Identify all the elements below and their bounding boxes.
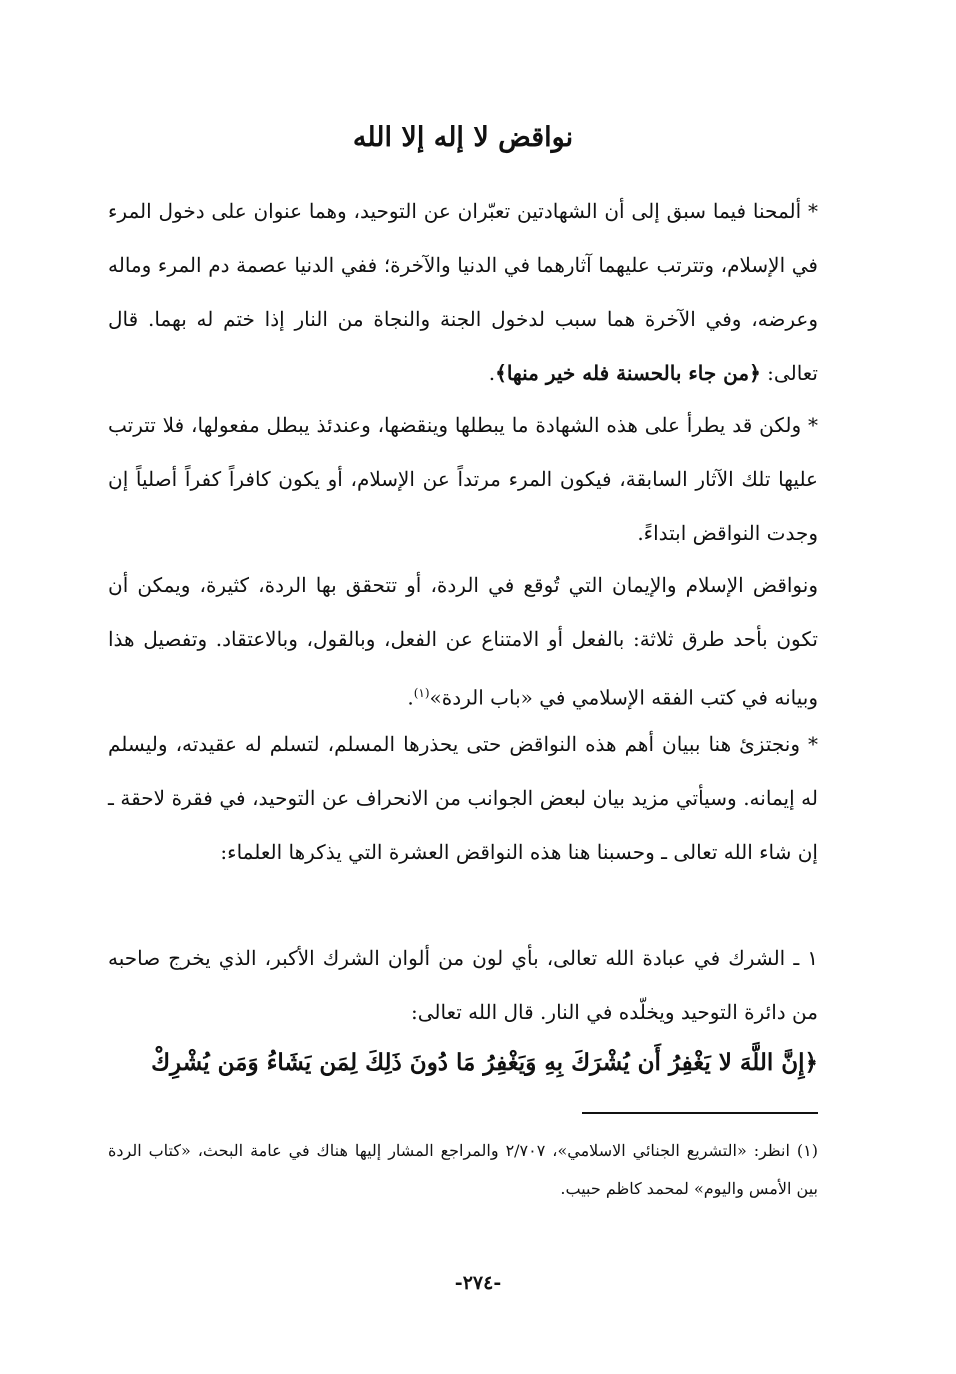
paragraph-end: .: [407, 685, 414, 710]
footnote-reference[interactable]: (١): [413, 686, 430, 700]
footnote: (١) انظر: «التشريع الجنائي الاسلامي»، ٢/٧٠٧ والمراجع المشار إليها هناك في عامة البحث، «كتاب الردة بين الأمس واليوم» لمحمد كاظم حبيب.: [108, 1141, 819, 1198]
paragraph-text: * ونجتزئ هنا ببيان أهم هذه النواقض حتى يحذرها المسلم، لتسلم له عقيدته، وليسلم له إيمانه. وسيأتي مزيد بيان لبعض الجوانب من الانحراف عن التوحيد، في فقرة لاحقة ـ إن شاء الله تعالى ـ وحسبنا هنا هذه النواقض العشرة التي يذكرها العلماء:: [108, 732, 818, 864]
footnote-divider: [582, 1112, 818, 1114]
page-title: نواقض لا إله إلا الله: [352, 122, 574, 153]
quran-quote-inline: ﴿من جاء بالحسنة فله خير منها﴾: [495, 361, 761, 385]
paragraph-first-nullifier: [108, 931, 818, 1039]
paragraph-nullifier-types: [108, 558, 818, 725]
paragraph-shahada-intro: [108, 184, 818, 400]
paragraph-text: ١ ـ الشرك في عبادة الله تعالى، بأي لون من ألوان الشرك الأكبر، الذي يخرج صاحبه من دائرة التوحيد ويخلّده في النار. قال الله تعالى:: [108, 946, 818, 1024]
paragraph-text: * ألمحنا فيما سبق إلى أن الشهادتين تعبّران عن التوحيد، وهما عنوان على دخول المرء في الإسلام، وتترتب عليهما آثارهما في الدنيا والآخرة؛ ففي الدنيا عصمة دم المرء وماله وعرضه، وفي الآخرة هما سبب لدخول الجنة والنجاة من النار إذا ختم له بهما. قال تعالى:: [108, 199, 818, 385]
paragraph-ten-nullifiers: [108, 717, 818, 879]
page-number: -٢٧٤-: [454, 1272, 502, 1294]
paragraph-end: .: [488, 361, 496, 385]
paragraph-text: * ولكن قد يطرأ على هذه الشهادة ما يبطلها وينقضها، وعندئذ يبطل مفعولها، فلا تترتب عليها تلك الآثار السابقة، فيكون المرء مرتداً عن الإسلام، أو يكون كافراً كفراً أصلياً إن وجدت النواقض ابتداءً.: [108, 413, 818, 545]
paragraph-nullifiers-intro: [108, 398, 818, 560]
quran-verse: ﴿إِنَّ اللَّهَ لا يَغْفِرُ أَن يُشْرَكَ بِهِ وَيَغْفِرُ مَا دُونَ ذَلِكَ لِمَن يَشَاءُ وَمَن يُشْرِكْ: [151, 1049, 818, 1076]
paragraph-text: ونواقض الإسلام والإيمان التي تُوقع في الردة، أو تتحقق بها الردة، كثيرة، ويمكن أن تكون بأحد طرق ثلاثة: بالفعل أو الامتناع عن الفعل، وبالقول، وبالاعتقاد. وتفصيل هذا وبيانه في كتب الفقه الإسلامي في «باب الردة»: [108, 573, 818, 710]
